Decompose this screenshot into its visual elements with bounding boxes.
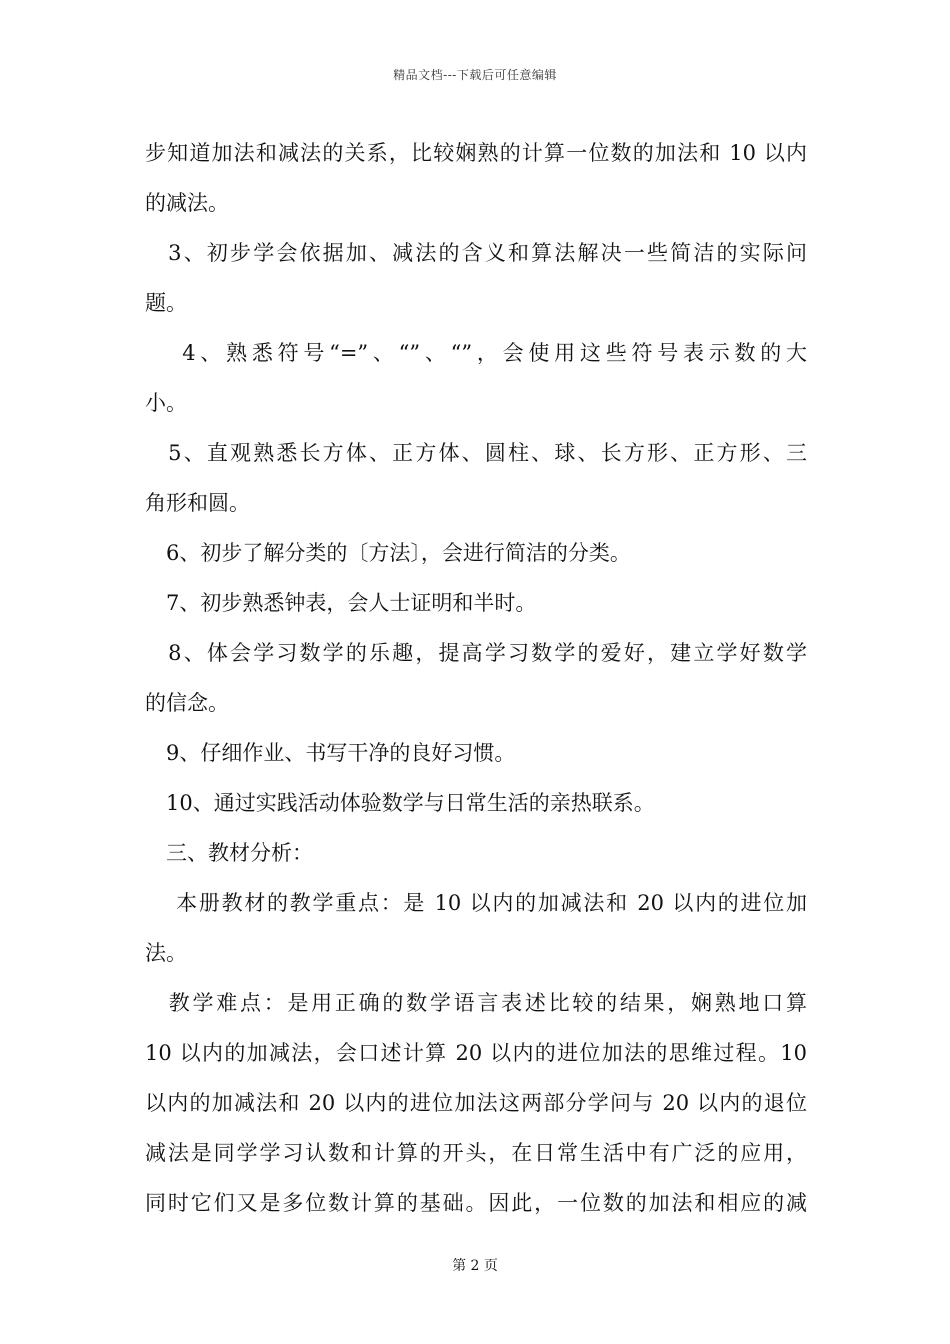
page-header: 精品文档---下载后可任意编辑 <box>393 68 557 82</box>
text-line: 教学难点：是用正确的数学语言表述比较的结果，娴熟地口算 <box>145 991 807 1015</box>
text-line: 题。 <box>145 291 187 315</box>
text-line: 10 以内的加减法，会口述计算 20 以内的进位加法的思维过程。10 <box>145 1041 807 1065</box>
text-line: 8、体会学习数学的乐趣，提高学习数学的爱好，建立学好数学 <box>145 641 807 665</box>
text-line: 以内的加减法和 20 以内的进位加法这两部分学问与 20 以内的退位 <box>145 1091 807 1115</box>
text-line: 6、初步了解分类的〔方法〕，会进行简洁的分类。 <box>145 541 631 565</box>
page-number: 第 2 页 <box>452 1258 498 1274</box>
text-line: 减法是同学学习认数和计算的开头，在日常生活中有广泛的应用， <box>145 1141 807 1165</box>
text-line: 10、通过实践活动体验数学与日常生活的亲热联系。 <box>145 791 655 815</box>
text-line: 法。 <box>145 941 187 965</box>
text-line: 4、熟悉符号“=”、“”、“”，会使用这些符号表示数的大 <box>145 341 807 365</box>
text-line: 7、初步熟悉钟表，会人士证明和半时。 <box>145 591 537 615</box>
text-line: 角形和圆。 <box>145 491 250 515</box>
text-line: 同时它们又是多位数计算的基础。因此，一位数的加法和相应的减 <box>145 1191 807 1215</box>
text-line: 9、仔细作业、书写干净的良好习惯。 <box>145 741 516 765</box>
document-body <box>145 128 807 1228</box>
text-line: 小。 <box>145 391 187 415</box>
section-heading: 三、教材分析： <box>145 841 313 865</box>
text-line: 的减法。 <box>145 191 229 215</box>
text-line: 步知道加法和减法的关系，比较娴熟的计算一位数的加法和 10 以内 <box>145 141 807 165</box>
text-line: 5、直观熟悉长方体、正方体、圆柱、球、长方形、正方形、三 <box>145 441 807 465</box>
text-line: 3、初步学会依据加、减法的含义和算法解决一些简洁的实际问 <box>145 241 807 265</box>
text-line: 本册教材的教学重点：是 10 以内的加减法和 20 以内的进位加 <box>145 891 807 915</box>
text-line: 的信念。 <box>145 691 229 715</box>
